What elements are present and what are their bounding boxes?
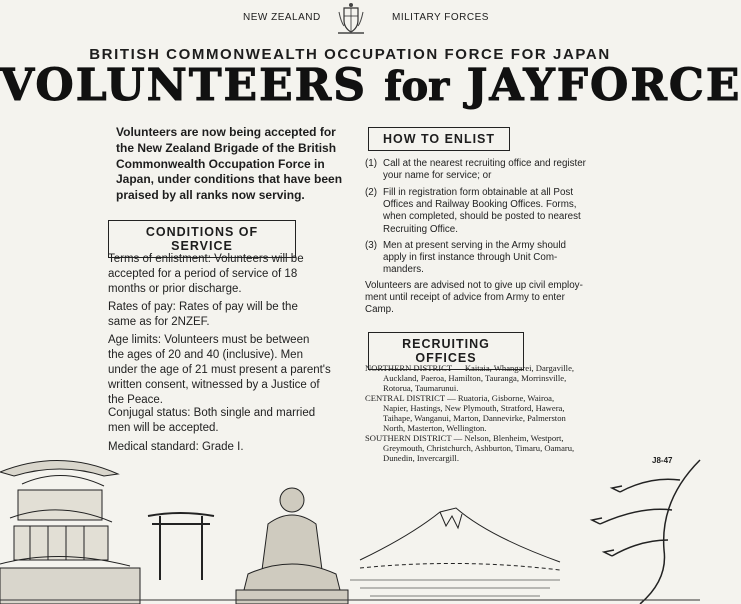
- step-line: your name for service; or: [383, 170, 492, 182]
- condition-pay: [108, 300, 358, 330]
- step-line: manders.: [383, 264, 424, 276]
- intro-line: the New Zealand Brigade of the British: [116, 140, 337, 155]
- office-line: Napier, Hastings, New Plymouth, Stratford, Hawera,: [383, 403, 565, 413]
- condition-line: written consent, witnessed by a Justice of: [108, 379, 320, 391]
- conditions-heading: CONDITIONS OF SERVICE: [108, 220, 296, 258]
- office-northern: [365, 363, 610, 393]
- condition-line: Medical standard: Grade I.: [108, 441, 244, 453]
- torii-gate-icon: [148, 513, 214, 580]
- header-left-label: NEW ZEALAND: [243, 12, 321, 23]
- step-line: apply in first instance through Unit Com-: [383, 252, 558, 264]
- enlist-step-1: [365, 158, 605, 184]
- office-line: Greymouth, Christchurch, Ashburton, Timaru, Oamaru,: [383, 443, 575, 453]
- intro-line: praised by all ranks now serving.: [116, 188, 305, 203]
- condition-line: Rates of pay: Rates of pay will be the: [108, 301, 298, 313]
- office-line: Dunedin, Invercargill.: [383, 453, 459, 463]
- condition-line: men will be accepted.: [108, 422, 219, 434]
- step-line: Men at present serving in the Army should: [383, 240, 566, 251]
- step-line: Recruiting Office.: [383, 223, 458, 235]
- subtitle: BRITISH COMMONWEALTH OCCUPATION FORCE FOR JAPAN: [89, 46, 611, 63]
- pine-tree-icon: [592, 460, 700, 604]
- note-line: Volunteers are advised not to give up civil employ-: [365, 280, 583, 291]
- mount-fuji-icon: [360, 508, 560, 570]
- coat-of-arms-icon: [336, 2, 366, 36]
- office-line: North, Masterton, Wellington.: [383, 423, 487, 433]
- note-line: Camp.: [365, 304, 394, 316]
- ad-code: J8-47: [652, 456, 673, 465]
- page-title: [0, 60, 741, 111]
- office-line: SOUTHERN DISTRICT — Nelson, Blenheim, Westport,: [365, 433, 564, 443]
- condition-line: Age limits: Volunteers must be between: [108, 334, 310, 346]
- step-number: (3): [365, 240, 377, 251]
- temple-icon: [0, 460, 140, 604]
- office-line: CENTRAL DISTRICT — Ruatoria, Gisborne, Wairoa,: [365, 393, 555, 403]
- office-line: Auckland, Paeroa, Hamilton, Tauranga, Morrinsville,: [383, 373, 567, 383]
- office-central: [365, 393, 610, 433]
- condition-line: accepted for a period of service of 18: [108, 268, 298, 280]
- condition-line: same as for 2NZEF.: [108, 316, 210, 328]
- condition-line: the Peace.: [108, 394, 163, 406]
- step-line: Offices and Railway Booking Offices. Forms,: [383, 199, 577, 211]
- condition-line: months or prior discharge.: [108, 283, 242, 295]
- intro-line: Commonwealth Occupation Force in: [116, 156, 325, 171]
- condition-terms: [108, 252, 358, 297]
- title-part-3: JAYFORCE: [449, 60, 741, 111]
- intro-paragraph: [116, 125, 348, 204]
- condition-line: Conjugal status: Both single and married: [108, 407, 316, 419]
- recruiting-heading: RECRUITING OFFICES: [368, 332, 524, 370]
- condition-conjugal: [108, 406, 358, 436]
- step-line: when completed, should be posted to nearest: [383, 211, 581, 223]
- office-line: Taihape, Wanganui, Marton, Dannevirke, Palmerston: [383, 413, 566, 423]
- title-part-2: for: [384, 63, 450, 110]
- enlist-step-3: [365, 240, 605, 278]
- step-number: (2): [365, 187, 377, 198]
- header-right-label: MILITARY FORCES: [392, 12, 489, 23]
- japanese-landscape-illustration: [0, 440, 700, 604]
- condition-age: [108, 333, 358, 408]
- step-line: Fill in registration form obtainable at all Post: [383, 187, 574, 198]
- step-number: (1): [365, 158, 377, 169]
- condition-line: Terms of enlistment: Volunteers will be: [108, 253, 304, 265]
- water-lines-icon: [350, 580, 560, 596]
- note-line: ment until receipt of advice from Army to enter: [365, 292, 565, 304]
- buddha-statue-icon: [236, 488, 348, 604]
- title-part-1: VOLUNTEERS: [0, 60, 385, 111]
- step-line: Call at the nearest recruiting office and register: [383, 158, 586, 169]
- enlist-step-2: [365, 187, 605, 237]
- enlist-note: [365, 280, 615, 317]
- intro-line: Volunteers are now being accepted for: [116, 125, 336, 139]
- enlist-heading: HOW TO ENLIST: [368, 127, 510, 151]
- intro-line: Japan, under conditions that have been: [116, 172, 343, 187]
- office-line: NORTHERN DISTRICT — Kaitaia, Whangarei, Dargaville,: [365, 363, 575, 373]
- office-line: Rotorua, Taumarunui.: [383, 383, 459, 393]
- condition-line: the ages of 20 and 40 (inclusive). Men: [108, 349, 303, 361]
- condition-line: under the age of 21 must present a parent's: [108, 364, 331, 376]
